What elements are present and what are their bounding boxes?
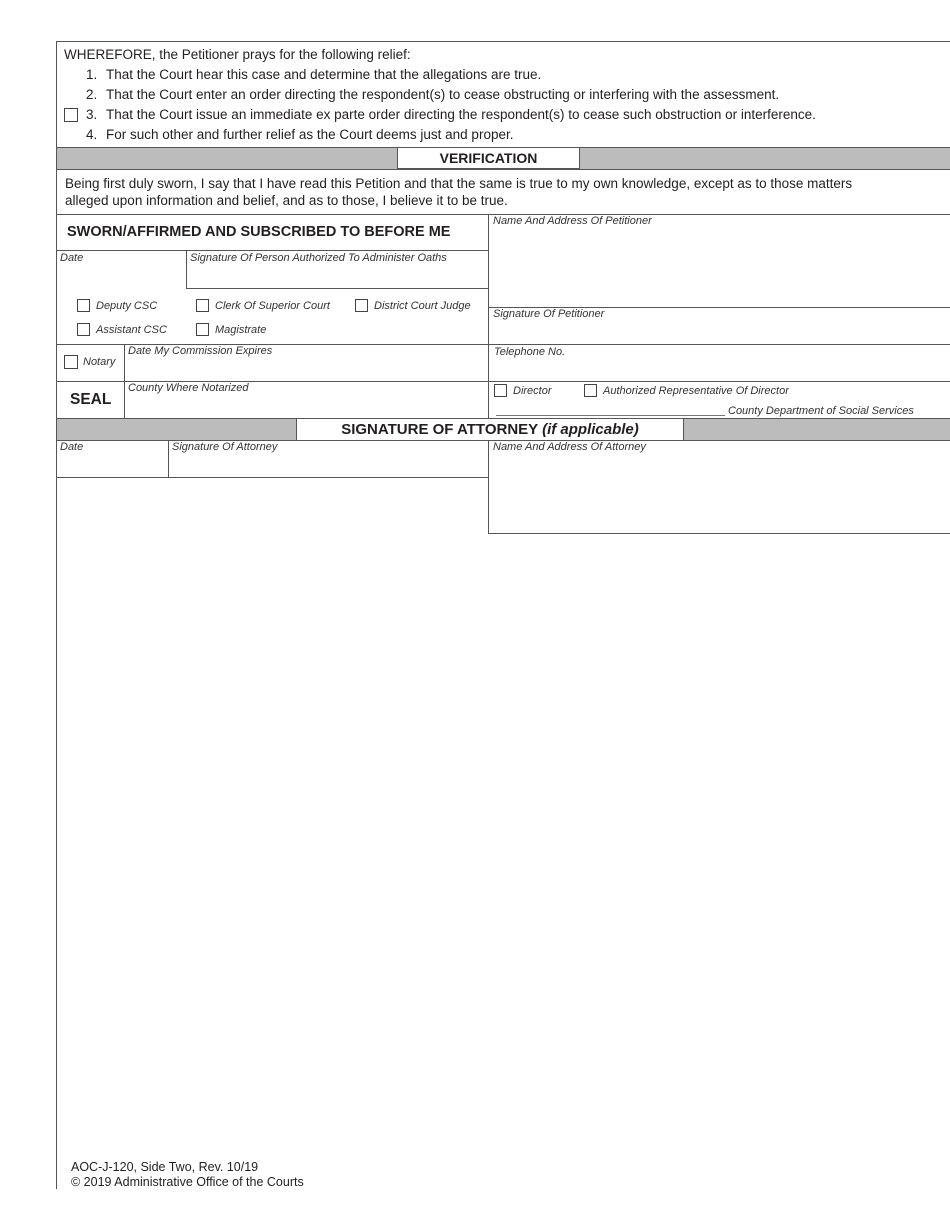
- attorney-date-divider: [168, 440, 169, 478]
- relief-item-3: That the Court issue an immediate ex parte order directing the respondent(s) to cease such obstruction or interference.: [106, 107, 816, 122]
- deputy-csc-label: Deputy CSC: [96, 300, 158, 312]
- sworn-signature-label: Signature Of Person Authorized To Administer Oaths: [190, 252, 447, 264]
- attorney-bar-divider-right: [683, 419, 684, 440]
- county-dss-label: County Department of Social Services: [728, 405, 914, 417]
- auth-rep-checkbox[interactable]: [584, 384, 597, 397]
- assistant-csc-label: Assistant CSC: [96, 324, 167, 336]
- auth-rep-label: Authorized Representative Of Director: [603, 385, 789, 397]
- verification-title: VERIFICATION: [439, 150, 538, 166]
- verification-statement-line1: Being first duly sworn, I say that I have read this Petition and that the same is true to my own knowledge, except as to those matters: [65, 176, 853, 191]
- attorney-center-divider: [488, 440, 489, 534]
- notary-label: Notary: [83, 356, 116, 368]
- attorney-name-label: Name And Address Of Attorney: [493, 441, 646, 453]
- sworn-signature-field[interactable]: [190, 266, 486, 288]
- relief-intro: WHEREFORE, the Petitioner prays for the following relief:: [64, 47, 411, 62]
- telephone-label: Telephone No.: [494, 346, 566, 358]
- relief-item-1-num: 1.: [86, 67, 98, 82]
- commission-field[interactable]: [128, 359, 486, 380]
- relief-item-2-num: 2.: [86, 87, 98, 102]
- county-notarized-field[interactable]: [128, 396, 486, 417]
- center-divider: [488, 214, 489, 419]
- attorney-title-paren: (if applicable): [542, 421, 639, 438]
- notary-checkbox[interactable]: [64, 355, 78, 369]
- relief-item-4: For such other and further relief as the Court deems just and proper.: [106, 127, 514, 142]
- telephone-field[interactable]: [493, 360, 945, 380]
- attorney-name-field[interactable]: [493, 456, 945, 531]
- attorney-date-field[interactable]: [60, 455, 165, 476]
- magistrate-label: Magistrate: [215, 324, 267, 336]
- clerk-label: Clerk Of Superior Court: [215, 300, 330, 312]
- attorney-signature-label: Signature Of Attorney: [172, 441, 278, 453]
- sworn-title-line: [57, 250, 488, 251]
- assistant-csc-checkbox[interactable]: [77, 323, 90, 336]
- attorney-bar-right: [683, 419, 950, 440]
- verification-bottom-line: [57, 169, 950, 170]
- verification-statement-line2: alleged upon information and belief, and as to those, I believe it to be true.: [65, 193, 508, 208]
- commission-label: Date My Commission Expires: [128, 345, 273, 357]
- attorney-bar-left: [57, 419, 297, 440]
- attorney-name-line: [488, 533, 950, 534]
- seal-label: SEAL: [70, 391, 112, 408]
- petitioner-signature-field[interactable]: [493, 322, 945, 343]
- sworn-date-label: Date: [60, 252, 84, 264]
- director-checkbox[interactable]: [494, 384, 507, 397]
- relief-item-4-num: 4.: [86, 127, 98, 142]
- sworn-date-field[interactable]: [60, 266, 184, 288]
- county-dss-line[interactable]: [496, 415, 725, 416]
- director-label: Director: [513, 385, 552, 397]
- petitioner-name-field[interactable]: [493, 230, 945, 305]
- attorney-title: [297, 421, 683, 438]
- sworn-signature-line: [186, 288, 488, 289]
- relief-item-1: That the Court hear this case and determine that the allegations are true.: [106, 67, 542, 82]
- county-notarized-label: County Where Notarized: [128, 382, 249, 394]
- relief-item-2: That the Court enter an order directing the respondent(s) to cease obstructing or interfering with the assessment.: [106, 87, 780, 102]
- sworn-date-divider: [186, 250, 187, 289]
- district-judge-checkbox[interactable]: [355, 299, 368, 312]
- relief-item-3-num: 3.: [86, 107, 98, 122]
- attorney-title-main: SIGNATURE OF ATTORNEY: [341, 421, 538, 438]
- attorney-date-label: Date: [60, 441, 84, 453]
- verification-top-line: [57, 147, 950, 148]
- petitioner-signature-label: Signature Of Petitioner: [493, 308, 605, 320]
- relief-item-3-checkbox[interactable]: [64, 108, 78, 122]
- sworn-title: SWORN/AFFIRMED AND SUBSCRIBED TO BEFORE ME: [67, 224, 451, 240]
- clerk-checkbox[interactable]: [196, 299, 209, 312]
- attorney-signature-line: [57, 477, 488, 478]
- copyright: © 2019 Administrative Office of the Courts: [71, 1175, 304, 1189]
- district-judge-label: District Court Judge: [374, 300, 471, 312]
- deputy-csc-checkbox[interactable]: [77, 299, 90, 312]
- magistrate-checkbox[interactable]: [196, 323, 209, 336]
- attorney-signature-field[interactable]: [172, 455, 486, 476]
- form-id: AOC-J-120, Side Two, Rev. 10/19: [71, 1160, 259, 1174]
- petitioner-name-label: Name And Address Of Petitioner: [493, 215, 652, 227]
- top-border: [57, 41, 950, 42]
